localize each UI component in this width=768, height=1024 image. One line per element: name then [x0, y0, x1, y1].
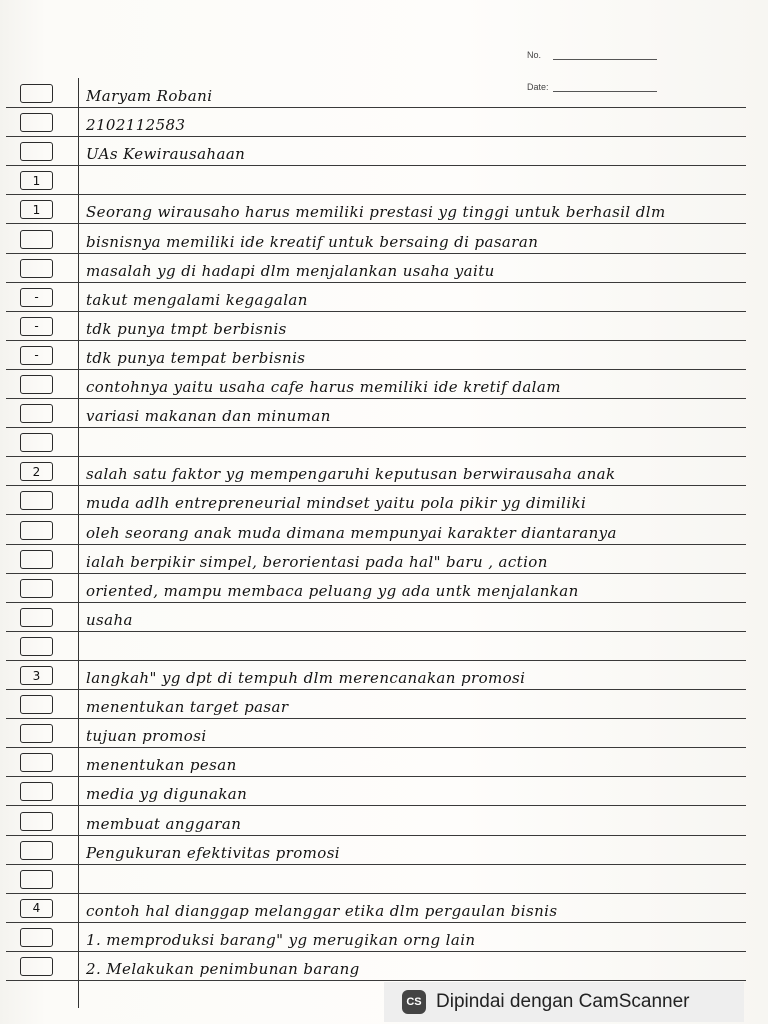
notebook-line [0, 894, 768, 923]
notebook-line [0, 254, 768, 283]
line-number-box: - [20, 346, 53, 365]
handwritten-text: tujuan promosi [86, 727, 207, 746]
line-number-box: - [20, 317, 53, 336]
line-number-box: 1 [20, 200, 53, 219]
handwritten-text: membuat anggaran [86, 814, 242, 833]
handwritten-text: menentukan pesan [86, 756, 237, 775]
notebook-line [0, 341, 768, 370]
no-label: No. [527, 50, 542, 60]
handwritten-text: masalah yg di hadapi dlm menjalankan usaha yaitu [86, 261, 495, 280]
line-number-box: 3 [20, 666, 53, 685]
notebook-line [0, 428, 768, 457]
line-number-box [20, 782, 53, 801]
line-number-box: 4 [20, 899, 53, 918]
line-number-box [20, 491, 53, 510]
handwritten-text: Maryam Robani [86, 87, 213, 105]
watermark-text: Dipindai dengan CamScanner [436, 991, 690, 1012]
line-number-box [20, 521, 53, 540]
line-number-box [20, 812, 53, 831]
notebook-line [0, 574, 768, 603]
handwritten-text: langkah" yg dpt di tempuh dlm merencanakan promosi [86, 669, 526, 687]
handwritten-text: 2. Melakukan penimbunan barang [86, 960, 360, 978]
camscanner-watermark [384, 982, 744, 1022]
notebook-line [0, 225, 768, 254]
line-number-box [20, 608, 53, 627]
handwritten-text: contohnya yaitu usaha cafe harus memiliki ide kretif dalam [86, 378, 561, 396]
notebook-line [0, 195, 768, 224]
notebook-line [0, 807, 768, 836]
handwritten-text: menentukan target pasar [86, 698, 289, 717]
notebook-line [0, 486, 768, 515]
notebook-line [0, 632, 768, 661]
handwritten-text: tdk punya tmpt berbisnis [86, 319, 287, 338]
notebook-line [0, 777, 768, 806]
handwritten-text: 1. memproduksi barang" yg merugikan orng lain [86, 930, 476, 949]
line-number-box [20, 841, 53, 860]
notebook-line [0, 690, 768, 719]
handwritten-text: oleh seorang anak muda dimana mempunyai karakter diantaranya [86, 523, 617, 542]
line-number-box [20, 957, 53, 976]
handwritten-text: media yg digunakan [86, 785, 248, 804]
handwritten-text: takut mengalami kegagalan [86, 290, 308, 309]
notebook-line [0, 79, 768, 108]
notebook-line [0, 283, 768, 312]
camscanner-logo: CS [402, 990, 426, 1014]
line-number-box [20, 550, 53, 569]
line-number-box: 1 [20, 171, 53, 190]
line-number-box [20, 928, 53, 947]
no-line [553, 51, 657, 60]
no-field [527, 40, 657, 60]
notebook-line [0, 137, 768, 166]
notebook-line [0, 748, 768, 777]
notebook-line [0, 312, 768, 341]
notebook-line [0, 719, 768, 748]
handwritten-text: 2102112583 [86, 116, 186, 135]
handwritten-text: contoh hal dianggap melanggar etika dlm pergaulan bisnis [86, 901, 558, 920]
line-number-box [20, 753, 53, 772]
line-number-box: - [20, 288, 53, 307]
notebook-line [0, 399, 768, 428]
notebook-line [0, 836, 768, 865]
line-number-box [20, 870, 53, 889]
line-number-box [20, 113, 53, 132]
line-number-box: 2 [20, 462, 53, 481]
handwritten-text: oriented, mampu membaca peluang yg ada untk menjalankan [86, 581, 579, 600]
handwritten-text: bisnisnya memiliki ide kreatif untuk bersaing di pasaran [86, 232, 539, 251]
handwritten-text: Seorang wirausaho harus memiliki prestasi yg tinggi untuk berhasil dlm [86, 203, 666, 222]
line-number-box [20, 433, 53, 452]
notebook-line [0, 952, 768, 981]
handwritten-text: salah satu faktor yg mempengaruhi keputusan berwirausaha anak [86, 465, 616, 484]
handwritten-text: UAs Kewirausahaan [86, 145, 246, 164]
handwritten-text: Pengukuran efektivitas promosi [86, 843, 340, 862]
line-number-box [20, 230, 53, 249]
line-number-box [20, 259, 53, 278]
notebook-line [0, 166, 768, 195]
handwritten-text: variasi makanan dan minuman [86, 407, 331, 426]
notebook-line [0, 108, 768, 137]
line-number-box [20, 404, 53, 423]
notebook-line [0, 545, 768, 574]
notebook-line [0, 661, 768, 690]
line-number-box [20, 695, 53, 714]
handwritten-text: muda adlh entrepreneurial mindset yaitu pola pikir yg dimiliki [86, 494, 587, 513]
notebook-line [0, 457, 768, 486]
notebook-line [0, 603, 768, 632]
notebook-line [0, 370, 768, 399]
notebook-line [0, 865, 768, 894]
line-number-box [20, 579, 53, 598]
notebook-line [0, 516, 768, 545]
handwritten-text: usaha [86, 610, 133, 629]
line-number-box [20, 375, 53, 394]
notebook-line [0, 923, 768, 952]
line-number-box [20, 84, 53, 103]
line-number-box [20, 724, 53, 743]
line-number-box [20, 637, 53, 656]
date-label: Date: [527, 82, 549, 92]
handwritten-text: ialah berpikir simpel, berorientasi pada hal" baru , action [86, 552, 548, 571]
line-number-box [20, 142, 53, 161]
handwritten-text: tdk punya tempat berbisnis [86, 348, 306, 367]
ruled-line [6, 980, 746, 981]
